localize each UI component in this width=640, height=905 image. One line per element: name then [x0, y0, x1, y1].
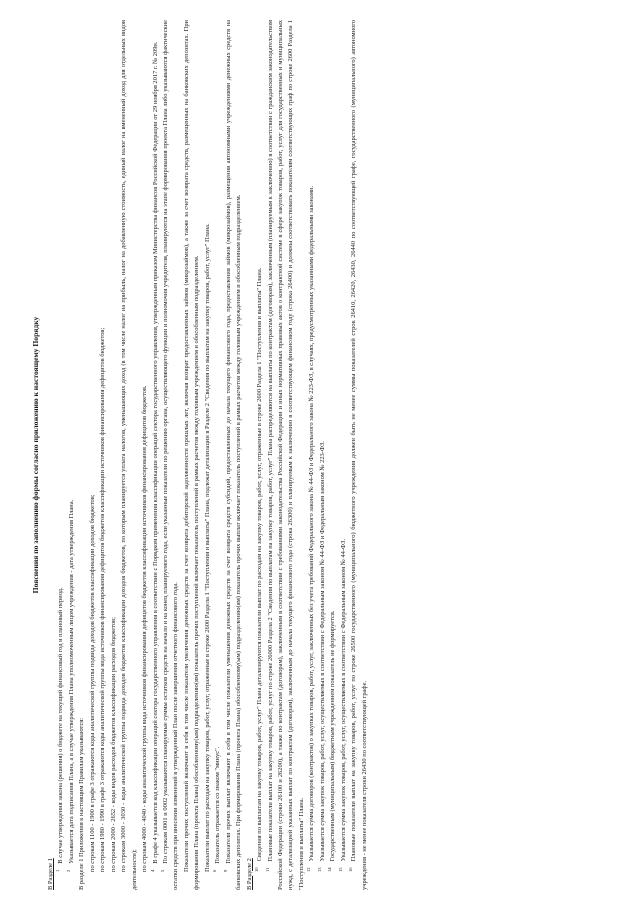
footnote-mark: 16 [348, 867, 354, 872]
paragraph [119, 20, 140, 890]
paragraph-text: Показатели прочих выплат включают в себя в том числе показатели уменьшения денежных средств за счет возврата средств субсидий, предоставленных до начала текущего финансового года, предоставления займов (микрозаймов), размещения автономными учреждениями денежных средств на банковских депозитах. При формировании Плана (проекта Плана) обособленному(ым) подразделению(ям) показатель прочих выплат включает показатель поступлений в рамках расчетов между головным учреждением и обособленным подразделением. [224, 20, 243, 890]
paragraph-text: по строкам 4000 - 4040 - коды аналитической группы вида источников финансирования дефицитов бюджетов классификации источников финансирования дефицитов бюджетов. [141, 385, 149, 872]
paragraph [266, 20, 308, 890]
paragraph [161, 20, 182, 890]
paragraph [151, 20, 161, 890]
footnote-mark: 2 [65, 869, 71, 872]
document-title: Пояснения по заполнению формы согласно приложению к настоящему Порядку [31, 316, 40, 594]
paragraph-text: Показатели выплат по расходам на закупку товаров, работ, услуг, отраженные в строке 2600 Раздела 1 "Поступления и выплаты" Плана, подлежат детализации в Разделе 2 "Сведения по выплатам на закупку товаров, работ, услуг" Плана. [203, 223, 211, 872]
paragraph-text: Указывается сумма закупок товаров, работ, услуг, осуществляемых в соответствии с Федеральным законом № 44-ФЗ. [339, 539, 347, 862]
paragraph [213, 20, 223, 890]
footnote-mark: 1 [55, 869, 61, 872]
footnote-mark: 4 [149, 869, 155, 872]
paragraph-text: Государственным (муниципальным) бюджетным учреждением показатель не формируется. [329, 610, 337, 862]
paragraph-text: по строкам 2000 - 2652 - коды видов расходов бюджетов классификации расходов бюджетов; [109, 617, 117, 872]
paragraph [339, 20, 349, 890]
paragraph [182, 20, 203, 890]
paragraph [328, 20, 338, 890]
paragraph [307, 20, 317, 890]
paragraph-text: В разделе 1 Приложения к настоящим Правилам указываются: [78, 717, 86, 890]
rotated-text-block [30, 20, 615, 890]
paragraph-text: Указывается сумма договоров (контрактов) о закупках товаров, работ, услуг, заключенных без учета требований Федерального закона № 44-ФЗ и Федерального закона № 223-ФЗ, в случаях, предусмотренных указанными федеральными законами. [308, 186, 316, 862]
paragraph-text: По строкам 0001 и 0002 указываются планируемые суммы остатков средств на начало и на конец планируемого года, если указанные показатели по решению органа, осуществляющего функции и полномочия учредителя, планируются на этапе формирования проекта Плана либо указываются фактические остатки средств при внесении изменений в утвержденный План после завершения отчетного финансового года. [161, 20, 180, 890]
paragraph [140, 20, 150, 890]
paragraph [98, 20, 108, 890]
paragraph [224, 20, 245, 890]
footnote-mark: 14 [327, 867, 333, 872]
paragraph-text: Указывается сумма закупок товаров, работ, услуг, осуществляемых в соответствии с Федеральным законом № 44-ФЗ и Федеральным законом № 223-ФЗ. [318, 441, 326, 862]
section-1-body [56, 20, 244, 890]
paragraph-text: Показатели прочих поступлений включают в себя в том числе показатели увеличения денежных средств за счет возврата дебиторской задолженности прошлых лет, включая возврат предоставленных займов (микрозаймов), а также за счет возврата средств, размещенных на банковских депозитах. При формировании Плана (проекта Плана) обособленному(ым) подразделению(ям) показатель прочих поступлений включает показатель поступлений в рамках расчетов между головным учреждением и обособленным подразделением. [182, 20, 201, 890]
footnote-mark: 9 [222, 869, 228, 872]
paragraph-text: В графе 4 указывается код классификации операций сектора государственного управления в соответствии с Порядком применения классификации операций сектора государственного управления, утвержденным приказом Министерства финансов Российской Федерации от 29 ноября 2017 г. № 209н. [151, 41, 159, 864]
paragraph-text: Сведения по выплатам на закупку товаров, работ, услуг" Плана детализируются показатели выплат по расходам на закупку товаров, работ, услуг, отраженные в строке 2600 Раздела 1 "Поступления и выплаты" Плана. [256, 267, 264, 862]
paragraph-text: Плановые показатели выплат на закупку товаров, работ, услуг по строке 26500 государственного (муниципального) бюджетного учреждения должен быть не менее суммы показателей строк 26410, 26420, 26430, 26440 по соответствующей графе, государственного (муниципального) автономного учреждения - не менее показателя строки 26430 по соответствующей графе. [350, 20, 368, 890]
paragraph-text: Указывается дата подписания Плана, а в случае утверждения Плана уполномоченным лицом учреждения - дата утверждения Плана. [67, 499, 75, 864]
paragraph-text: Плановые показатели выплат на закупку товаров, работ, услуг по строке 26000 Раздела 2 "Сведения по выплатам на закупку товаров, работ, услуг" Плана распределяются на выплаты по контрактам (договорам), заключенным (планируемым к заключению) в соответствии с гражданским законодательством Российской Федерации (строки 26100 и 26200), а также по контрактам (договорам), заключенным в соответствии с требованиями законодательства Российской Федерации и иных нормативных правовых актов о контрактной системе в сфере закупок товаров, работ, услуг для государственных и муниципальных нужд, с детализацией указанных выплат по контрактам (договорам), заключенным до начала текущего финансового года (строка 26300) и планируемым к заключению в соответствующем финансовом году (строка 26400) и должны соответствовать показателям соответствующих граф по строке 2600 Раздела 1 "Поступления и выплаты" Плана. [266, 20, 305, 890]
footnote-mark: 12 [306, 867, 312, 872]
paragraph [77, 20, 87, 890]
paragraph [318, 20, 328, 890]
paragraph-text: по строкам 3000 - 3030 - коды аналитической группы подвида доходов бюджетов классификации доходов бюджетов, по которым планируется уплата налогов, уменьшающих доход (в том числе налог на прибыль, налог на добавленную стоимость, единый налог на вмененный доход для отдельных видов деятельности); [120, 20, 138, 890]
footnote-mark: 5 [159, 869, 165, 872]
paragraph [109, 20, 119, 890]
footnote-mark: 13 [316, 867, 322, 872]
paragraph [88, 20, 98, 890]
footnote-mark: 10 [254, 867, 260, 872]
section-2-heading: В Разделе 2 [245, 858, 253, 890]
paragraph [203, 20, 213, 890]
footnote-mark: 6 [212, 869, 218, 872]
paragraph-text: по строкам 1100 - 1900 в графе 3 отражаются коды аналитической группы подвида доходов бюджетов классификации доходов бюджетов; [88, 494, 96, 872]
footnote-mark: 15 [337, 867, 343, 872]
paragraph-text: Показатель отражается со знаком "минус". [214, 746, 222, 864]
paragraph [56, 20, 66, 890]
footnote-mark: 11 [264, 867, 270, 872]
paragraph-text: по строкам 1980 - 1990 в графе 3 отражаются коды аналитической группы вида источников финансирования дефицитов бюджетов классификации источников финансирования дефицитов бюджетов; [99, 327, 107, 872]
paragraph [349, 20, 370, 890]
paragraph-text: В случае утверждения закона (решения) о бюджете на текущий финансовый год и плановый период. [57, 587, 65, 864]
paragraph [67, 20, 77, 890]
paragraph [255, 20, 265, 890]
section-2-body [255, 20, 370, 890]
section-1-heading: В Разделе 1 [47, 858, 54, 890]
